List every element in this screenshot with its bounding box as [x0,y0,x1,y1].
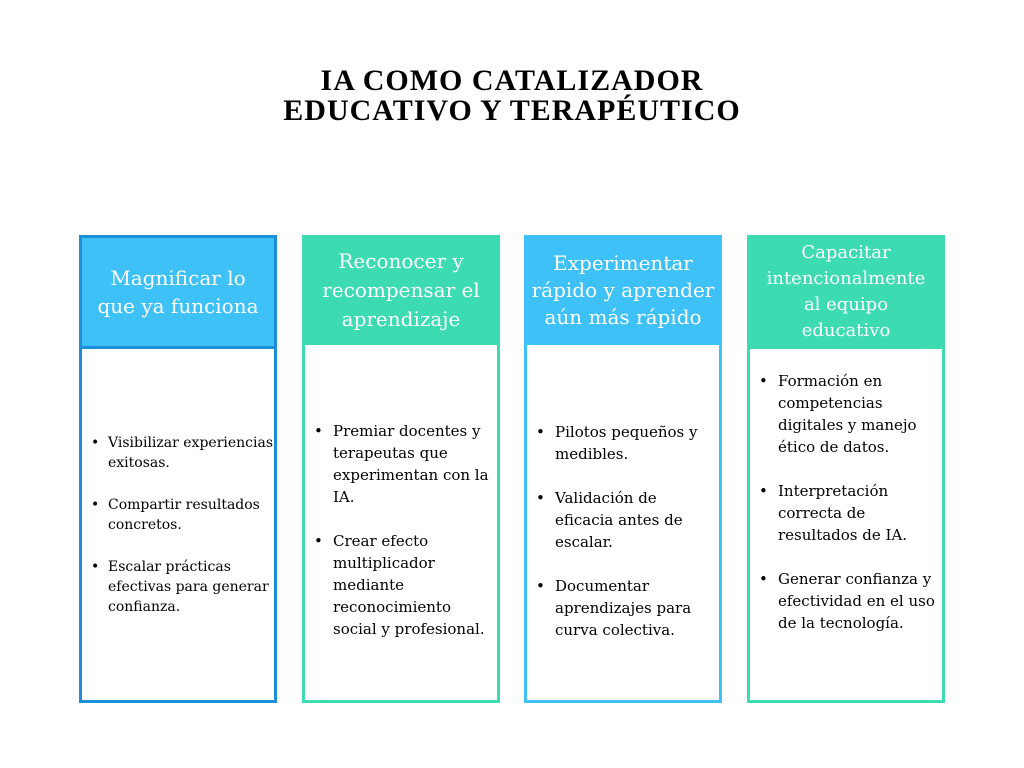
bullet-list [527,421,719,641]
bullet-item: • Premiar docentes y terapeutas que experimentan con la IA. [305,420,497,508]
card-heading-line: aprendizaje [341,306,461,331]
card-heading [82,238,274,346]
card-heading-line: recompensar el [322,277,480,302]
card-heading [750,238,942,346]
page-title-line-1: IA COMO CATALIZADOR [320,64,704,97]
page-title [0,66,1024,126]
bullet-item: • Interpretación correcta de resultados de IA. [750,480,942,546]
card-heading [305,238,497,342]
bullet-item: • Generar confianza y efectividad en el uso de la tecnología. [750,568,942,634]
card-reconocer [302,235,500,703]
card-body [82,349,274,700]
bullet-item: • Formación en competencias digitales y manejo ético de datos. [750,370,942,458]
card-heading-line: Magnificar lo [110,266,246,290]
bullet-item: • Escalar prácticas efectivas para generar confianza. [82,557,274,617]
bullet-item: • Validación de eficacia antes de escalar. [527,487,719,553]
card-heading-line: educativo [801,320,891,341]
card-body [527,345,719,700]
card-body [305,345,497,700]
card-magnificar [79,235,277,703]
card-heading [527,238,719,342]
bullet-item: • Visibilizar experiencias exitosas. [82,433,274,473]
card-heading-line: rápido y aprender [531,277,715,302]
card-heading-line: Experimentar [553,250,693,275]
bullet-item: • Crear efecto multiplicador mediante reconocimiento social y profesional. [305,530,497,640]
card-capacitar [747,235,945,703]
card-heading-line: que ya funciona [97,294,259,318]
bullet-item: • Compartir resultados concretos. [82,495,274,535]
card-experimentar [524,235,722,703]
card-heading-line: aún más rápido [544,304,702,329]
bullet-item: • Documentar aprendizajes para curva colectiva. [527,575,719,641]
card-body [750,349,942,700]
bullet-list [750,370,942,634]
card-heading-line: al equipo [803,294,889,315]
card-heading-line: Reconocer y [338,248,464,273]
bullet-item: • Pilotos pequeños y medibles. [527,421,719,465]
card-heading-line: Capacitar [801,242,891,263]
page-title-line-2: EDUCATIVO Y TERAPÉUTICO [283,94,741,127]
bullet-list [305,420,497,640]
card-heading-line: intencionalmente [766,268,926,289]
bullet-list [82,433,274,617]
